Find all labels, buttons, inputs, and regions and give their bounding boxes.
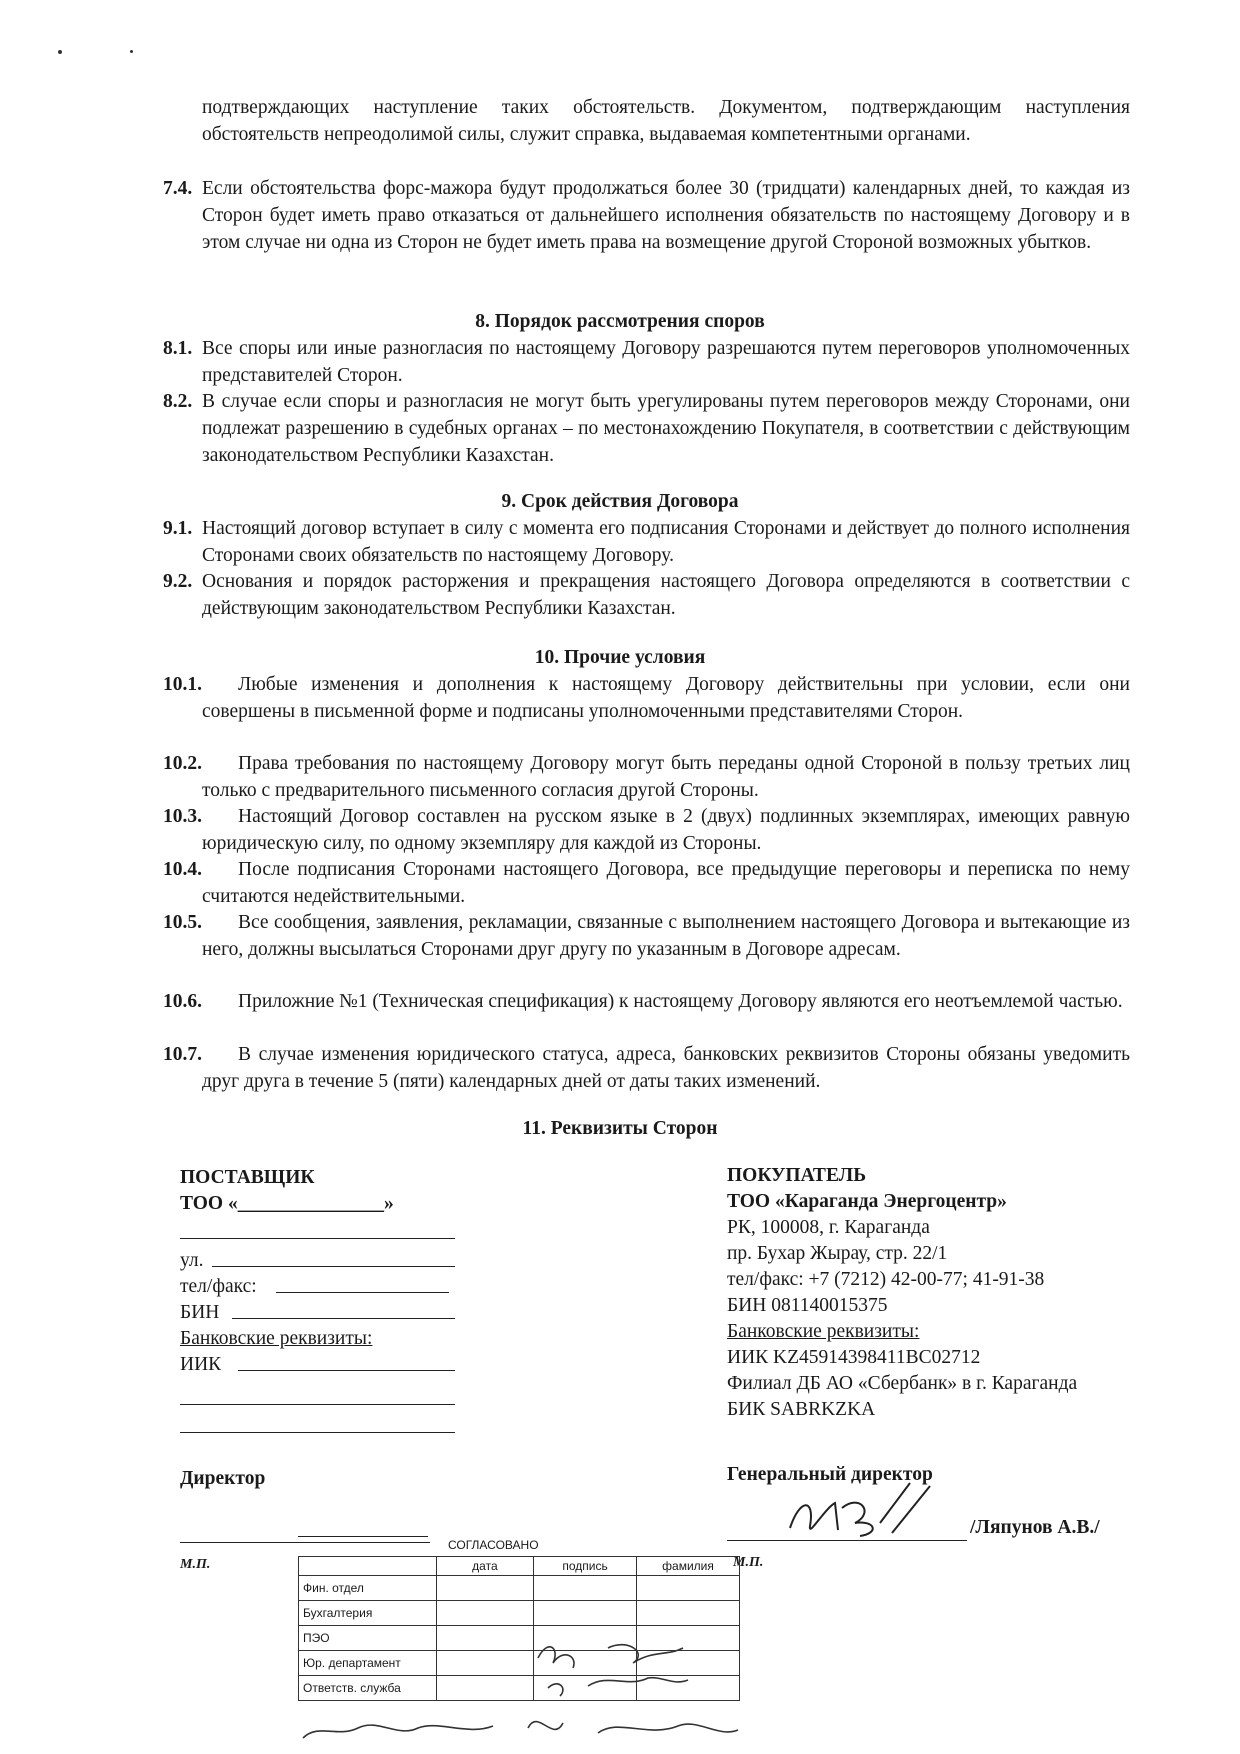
approval-stamp (298, 1538, 740, 1752)
department-label: Юр. департамент (299, 1651, 437, 1676)
clause-text: В случае если споры и разногласия не могут быть урегулированы путем переговоров между Сторонами, они подлежат разрешению в судебных органах – по местонахождению Покупателя, в соответствии с действующим законодательством Республики Казахстан. (202, 391, 1130, 466)
scan-speck (130, 50, 133, 53)
supplier-heading: ПОСТАВЩИК (180, 1167, 315, 1188)
intro-paragraph: подтверждающих наступление таких обстоятельств. Документом, подтверждающим наступления обстоятельств непреодолимой силы, служит справка, выдаваемая компетентными органами. (202, 97, 1130, 145)
clause-text: Все сообщения, заявления, рекламации, связанные с выполнением настоящего Договора и вытекающие из него, должны высылаться Сторонами друг другу по указанным в Договоре адресам. (202, 912, 1130, 960)
clause-number: 10.3. (163, 806, 202, 827)
clause-number: 10.4. (163, 859, 202, 880)
clause-text: В случае изменения юридического статуса, адреса, банковских реквизитов Стороны обязаны уведомить друг друга в течение 5 (пяти) календарных дней от даты таких изменений. (202, 1044, 1130, 1092)
clause-number: 10.2. (163, 753, 202, 774)
buyer-address-1: РК, 100008, г. Караганда (727, 1217, 930, 1238)
department-label: Бухгалтерия (299, 1601, 437, 1626)
clause-text: Права требования по настоящему Договору могут быть переданы одной Стороной в пользу третьих лиц только с предварительного письменного согласия другой Стороны. (202, 753, 1130, 801)
clause-text: Настоящий договор вступает в силу с момента его подписания Сторонами и действует до полного исполнения Сторонами своих обязательств по настоящему Договору. (202, 518, 1130, 566)
column-header: подпись (534, 1557, 637, 1576)
buyer-org: ТОО «Караганда Энергоцентр» (727, 1191, 1007, 1212)
blank-line (212, 1266, 455, 1267)
supplier-mp-label: М.П. (180, 1557, 211, 1572)
supplier-phone-label: тел/факс: (180, 1276, 257, 1297)
buyer-bik: БИК SABRKZKA (727, 1399, 876, 1420)
clause-number: 10.7. (163, 1044, 202, 1065)
buyer-bank-branch: Филиал ДБ АО «Сбербанк» в г. Караганда (727, 1373, 1078, 1394)
buyer-director-title: Генеральный директор (727, 1464, 933, 1485)
clause-number: 10.5. (163, 912, 202, 933)
handwritten-approvals (298, 1538, 740, 1752)
approval-stamp-title: СОГЛАСОВАНО (448, 1538, 539, 1552)
buyer-mp-label: М.П. (733, 1555, 764, 1570)
scan-speck (58, 50, 62, 54)
clause-number: 10.6. (163, 991, 202, 1012)
supplier-bin-label: БИН (180, 1302, 220, 1323)
clause-text: Настоящий Договор составлен на русском языке в 2 (двух) подлинных экземплярах, имеющих равную юридическую силу, по одному экземпляру для каждой из Стороны. (202, 806, 1130, 854)
buyer-phone: тел/факс: +7 (7212) 42-00-77; 41-91-38 (727, 1269, 1045, 1290)
clause-number: 9.2. (163, 571, 193, 592)
clause-number: 9.1. (163, 518, 193, 539)
clause-text: Все споры или иные разногласия по настоящему Договору разрешаются путем переговоров уполномоченных представителей Сторон. (202, 338, 1130, 386)
director-signature (780, 1478, 950, 1548)
supplier-street-label: ул. (180, 1250, 204, 1271)
blank-line (180, 1404, 455, 1405)
buyer-bin: БИН 081140015375 (727, 1295, 888, 1316)
blank-line (180, 1238, 455, 1239)
clause-text: Любые изменения и дополнения к настоящему Договору действительны при условии, если они совершены в письменной форме и подписаны уполномоченными представителями Сторон. (202, 674, 1130, 722)
clause-number: 8.2. (163, 391, 193, 412)
blank-line (276, 1292, 449, 1293)
section-heading: 11. Реквизиты Сторон (522, 1118, 718, 1139)
clause-number: 7.4. (163, 178, 193, 199)
section-heading: 9. Срок действия Договора (501, 491, 739, 512)
department-label: ПЭО (299, 1626, 437, 1651)
department-label: Ответств. служба (299, 1676, 437, 1701)
buyer-heading: ПОКУПАТЕЛЬ (727, 1165, 867, 1186)
section-heading: 10. Прочие условия (534, 647, 706, 668)
blank-line (180, 1432, 455, 1433)
clause-number: 8.1. (163, 338, 193, 359)
supplier-iik-label: ИИК (180, 1354, 222, 1375)
supplier-bank-heading: Банковские реквизиты: (180, 1328, 373, 1349)
buyer-iik: ИИК KZ45914398411BC02712 (727, 1347, 981, 1368)
column-header: дата (436, 1557, 533, 1576)
buyer-address-2: пр. Бухар Жырау, стр. 22/1 (727, 1243, 948, 1264)
clause-text: После подписания Сторонами настоящего Договора, все предыдущие переговоры и переписка по нему считаются недействительными. (202, 859, 1130, 907)
section-heading: 8. Порядок рассмотрения споров (475, 311, 765, 332)
buyer-bank-heading: Банковские реквизиты: (727, 1321, 920, 1342)
clause-text: Приложние №1 (Техническая спецификация) к настоящему Договору являются его неотъемлемой частью. (238, 991, 1123, 1012)
blank-line (238, 1370, 455, 1371)
buyer-signatory: /Ляпунов А.В./ (970, 1517, 1100, 1538)
clause-text: Основания и порядок расторжения и прекращения настоящего Договора определяются в соответствии с действующим законодательством Республики Казахстан. (202, 571, 1130, 619)
blank-line (232, 1318, 455, 1319)
signature-line (298, 1536, 428, 1537)
supplier-org: ТОО «_______________» (180, 1193, 394, 1214)
department-label: Фин. отдел (299, 1576, 437, 1601)
clause-number: 10.1. (163, 674, 202, 695)
supplier-director-label: Директор (180, 1468, 266, 1489)
column-header: фамилия (636, 1557, 739, 1576)
clause-text: Если обстоятельства форс-мажора будут продолжаться более 30 (тридцати) календарных дней, то каждая из Сторон будет иметь право отказаться от дальнейшего исполнения обязательств по настоящему Договору и в этом случае ни одна из Сторон не будет иметь права на возмещение другой Стороной возможных убытков. (202, 178, 1130, 253)
